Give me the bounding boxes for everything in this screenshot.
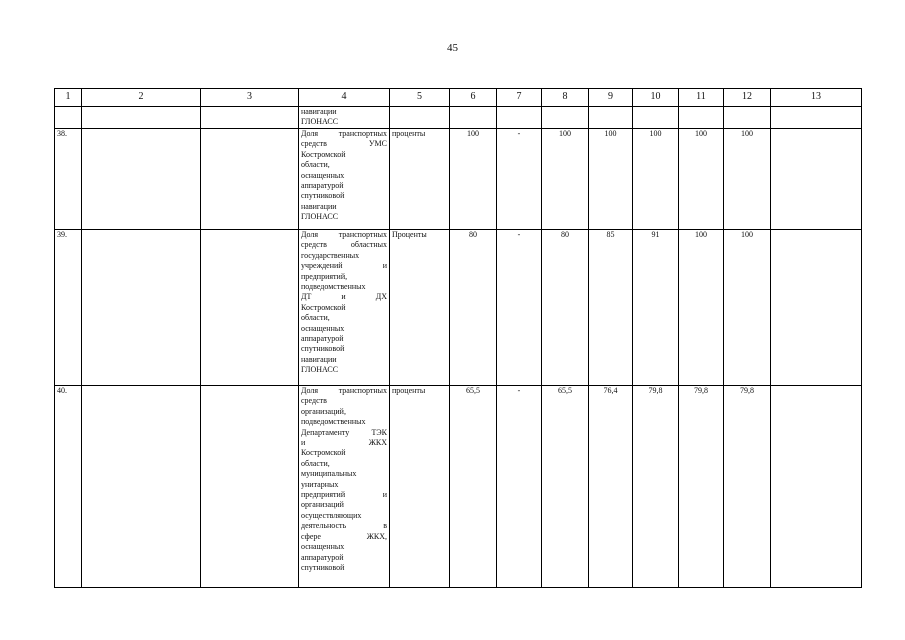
- value-col-9: [589, 107, 633, 129]
- description-line: ДТ и ДХ: [301, 292, 387, 302]
- value-col-6: [450, 107, 497, 129]
- table-row: [55, 230, 862, 386]
- description-line: аппаратурой: [301, 334, 344, 344]
- column-header: 3: [201, 89, 299, 107]
- description-line: муниципальных: [301, 469, 357, 479]
- column-header: 12: [724, 89, 771, 107]
- value-col-10: [633, 107, 679, 129]
- value-col-9: 100: [589, 129, 633, 230]
- description-line: аппаратурой: [301, 181, 344, 191]
- description-line: спутниковой: [301, 562, 345, 572]
- column-header: 5: [390, 89, 450, 107]
- description-line: унитарных: [301, 479, 339, 489]
- row-number: [55, 107, 82, 129]
- description-line: организаций,: [301, 406, 346, 416]
- description-line: навигации: [301, 107, 337, 116]
- table-row: [55, 107, 862, 129]
- value-col-9: 76,4: [589, 386, 633, 588]
- description-line: Костромской: [301, 448, 346, 458]
- value-col-7: -: [497, 230, 542, 386]
- indicators-table: [54, 88, 862, 588]
- value-col-8: [542, 107, 589, 129]
- value-col-11: 79,8: [679, 386, 724, 588]
- value-col-6: 100: [450, 129, 497, 230]
- unit-cell: проценты: [390, 386, 450, 588]
- description-line: спутниковой: [301, 344, 345, 354]
- column-13-cell: [771, 386, 862, 588]
- column-3-cell: [201, 386, 299, 588]
- value-col-10: 91: [633, 230, 679, 386]
- column-3-cell: [201, 107, 299, 129]
- value-col-8: 80: [542, 230, 589, 386]
- description-line: осуществляющих: [301, 510, 362, 520]
- unit-cell: [390, 107, 450, 129]
- column-header: 11: [679, 89, 724, 107]
- description-line: государственных: [301, 250, 360, 260]
- value-col-12: 79,8: [724, 386, 771, 588]
- description-line: спутниковой: [301, 191, 345, 201]
- value-col-7: -: [497, 129, 542, 230]
- column-3-cell: [201, 230, 299, 386]
- description-line: Костромской: [301, 149, 346, 159]
- description-line: ГЛОНАСС: [301, 117, 339, 127]
- description-line: области,: [301, 458, 330, 468]
- description-line: области,: [301, 313, 330, 323]
- column-header: 8: [542, 89, 589, 107]
- table-header-row: [55, 89, 862, 107]
- indicator-description: [299, 230, 390, 386]
- description-line: области,: [301, 160, 330, 170]
- row-number: 39.: [55, 230, 82, 386]
- value-col-7: -: [497, 386, 542, 588]
- indicator-description: [299, 107, 390, 129]
- description-line: предприятий,: [301, 271, 348, 281]
- column-2-cell: [82, 129, 201, 230]
- description-line: предприятий и: [301, 490, 387, 500]
- column-header: 10: [633, 89, 679, 107]
- value-col-11: 100: [679, 230, 724, 386]
- description-line: оснащенных: [301, 170, 345, 180]
- value-col-10: 79,8: [633, 386, 679, 588]
- page-number: 45: [447, 42, 458, 54]
- column-header: 1: [55, 89, 82, 107]
- table-row: [55, 129, 862, 230]
- column-header: 4: [299, 89, 390, 107]
- table-row: [55, 386, 862, 588]
- row-number: 40.: [55, 386, 82, 588]
- value-col-6: 80: [450, 230, 497, 386]
- column-13-cell: [771, 129, 862, 230]
- description-line: аппаратурой: [301, 552, 344, 562]
- description-line: навигации: [301, 201, 337, 211]
- description-line: Костромской: [301, 302, 346, 312]
- column-3-cell: [201, 129, 299, 230]
- value-col-10: 100: [633, 129, 679, 230]
- value-col-8: 65,5: [542, 386, 589, 588]
- value-col-8: 100: [542, 129, 589, 230]
- value-col-6: 65,5: [450, 386, 497, 588]
- description-line: средств областных: [301, 240, 387, 250]
- description-line: оснащенных: [301, 323, 345, 333]
- description-line: Доля транспортных: [301, 129, 387, 138]
- indicator-description: [299, 129, 390, 230]
- description-line: оснащенных: [301, 542, 345, 552]
- column-header: 9: [589, 89, 633, 107]
- description-line: и ЖКХ: [301, 438, 387, 448]
- description-line: учреждений и: [301, 261, 387, 271]
- value-col-9: 85: [589, 230, 633, 386]
- column-2-cell: [82, 230, 201, 386]
- unit-cell: проценты: [390, 129, 450, 230]
- description-line: Доля транспортных: [301, 386, 387, 395]
- column-header: 13: [771, 89, 862, 107]
- description-line: средств УМС: [301, 139, 387, 149]
- value-col-11: 100: [679, 129, 724, 230]
- description-line: ГЛОНАСС: [301, 212, 339, 222]
- description-line: подведомственных: [301, 417, 366, 427]
- column-2-cell: [82, 107, 201, 129]
- description-line: Департаменту ТЭК: [301, 427, 387, 437]
- column-header: 6: [450, 89, 497, 107]
- description-line: Доля транспортных: [301, 230, 387, 239]
- column-13-cell: [771, 230, 862, 386]
- indicator-description: [299, 386, 390, 588]
- value-col-7: [497, 107, 542, 129]
- column-header: 7: [497, 89, 542, 107]
- column-header: 2: [82, 89, 201, 107]
- column-13-cell: [771, 107, 862, 129]
- description-line: организаций: [301, 500, 344, 510]
- value-col-12: [724, 107, 771, 129]
- description-line: навигации: [301, 354, 337, 364]
- value-col-12: 100: [724, 129, 771, 230]
- value-col-11: [679, 107, 724, 129]
- value-col-12: 100: [724, 230, 771, 386]
- row-number: 38.: [55, 129, 82, 230]
- description-line: деятельность в: [301, 521, 387, 531]
- description-line: ГЛОНАСС: [301, 365, 339, 375]
- column-2-cell: [82, 386, 201, 588]
- description-line: средств: [301, 396, 327, 406]
- description-line: подведомственных: [301, 282, 366, 292]
- description-line: сфере ЖКХ,: [301, 531, 387, 541]
- unit-cell: Проценты: [390, 230, 450, 386]
